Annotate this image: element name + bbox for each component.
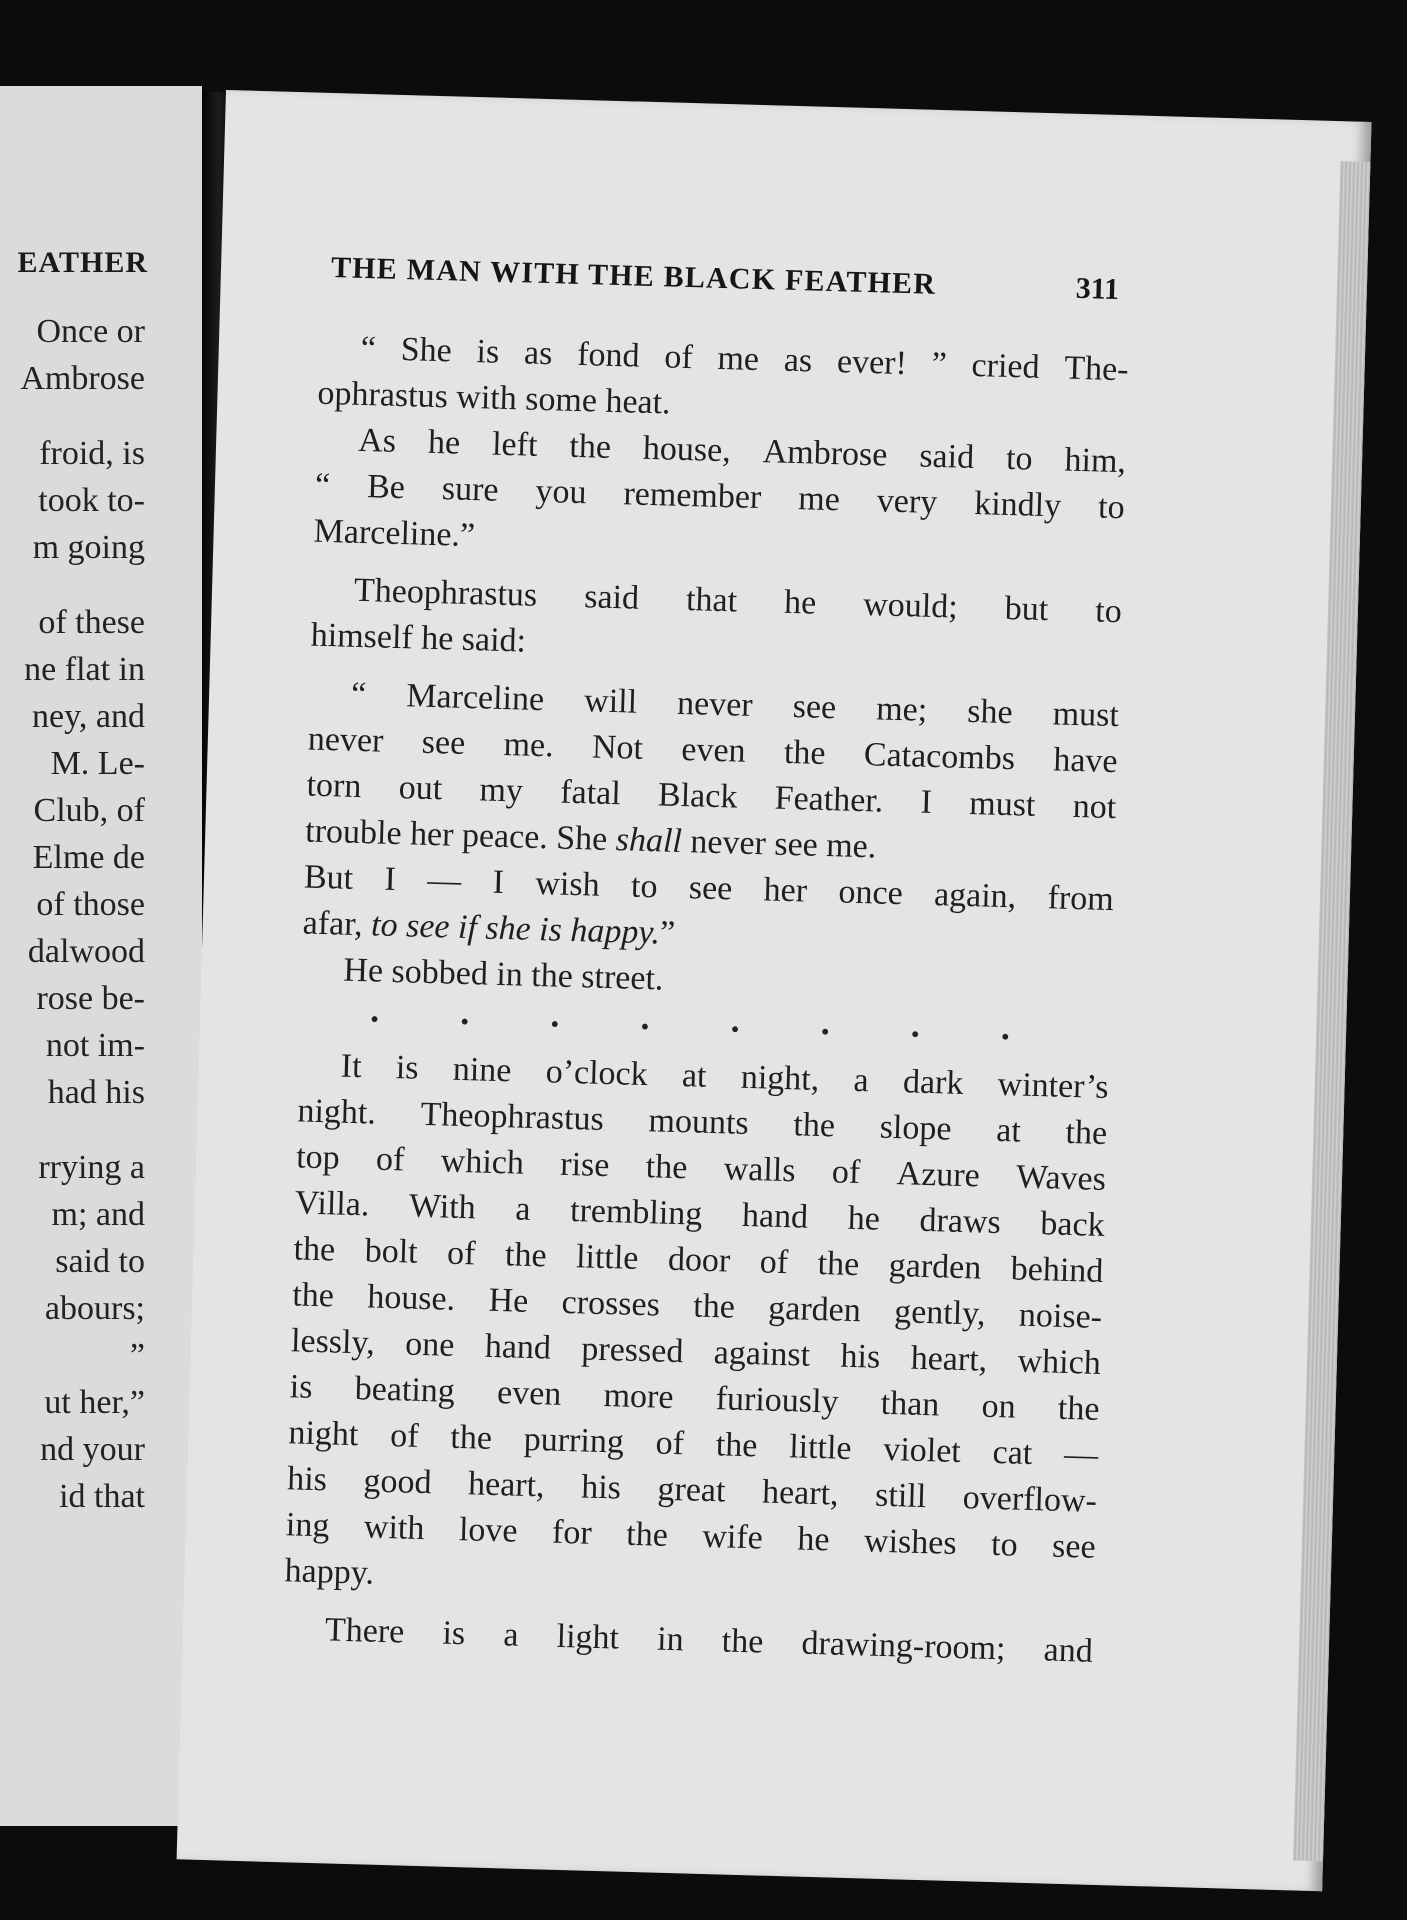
- word: left: [491, 425, 538, 464]
- word: the: [568, 427, 612, 466]
- word: his: [580, 1468, 622, 1507]
- word: Feather.: [774, 779, 884, 820]
- word: in: [656, 1620, 685, 1659]
- word: ever!: [836, 343, 908, 383]
- word: of: [389, 1417, 420, 1455]
- left-line: m; and: [51, 1196, 145, 1233]
- word: nine: [452, 1050, 512, 1090]
- text-run: never see me.: [681, 823, 877, 866]
- word: the: [1065, 1113, 1108, 1153]
- word: It: [340, 1047, 363, 1086]
- left-line: ney, and: [32, 698, 145, 735]
- word: and: [1043, 1631, 1094, 1670]
- word: the: [645, 1148, 688, 1187]
- left-line: rrying a: [38, 1149, 145, 1186]
- word: Not: [591, 728, 644, 767]
- word: house.: [366, 1278, 456, 1318]
- word: of: [655, 1424, 685, 1463]
- word: night: [288, 1414, 359, 1454]
- text-line: himself he said:: [310, 616, 527, 660]
- word: walls: [723, 1150, 797, 1190]
- left-line: froid, is: [39, 435, 145, 472]
- word: heart,: [761, 1473, 840, 1513]
- word: There: [324, 1611, 405, 1651]
- left-line-gap: [0, 571, 145, 599]
- word: kindly: [973, 485, 1062, 525]
- word: me: [717, 339, 760, 378]
- word: He: [488, 1281, 529, 1320]
- word: would;: [862, 586, 959, 626]
- word: ”: [931, 345, 948, 384]
- word: is: [476, 333, 500, 371]
- left-line: ne flat in: [24, 651, 145, 688]
- left-line: had his: [47, 1074, 145, 1111]
- left-line: of these: [38, 604, 145, 641]
- word: my: [479, 771, 524, 810]
- left-line: Club, of: [33, 792, 145, 829]
- word: again,: [933, 876, 1017, 916]
- left-line: of those: [36, 886, 145, 923]
- word: must: [968, 785, 1036, 824]
- left-line: rose be-: [36, 980, 145, 1017]
- word: the: [817, 1244, 860, 1284]
- text-line: Marceline.”: [313, 512, 476, 555]
- text-line: He sobbed in the street.: [342, 951, 664, 998]
- word: is: [395, 1049, 420, 1087]
- word: lessly,: [290, 1322, 376, 1362]
- word: crosses: [561, 1283, 661, 1324]
- word: me;: [875, 690, 928, 729]
- word: still: [874, 1476, 927, 1516]
- word: Theophrastus: [420, 1095, 605, 1138]
- word: great: [657, 1470, 726, 1510]
- word: not: [1072, 787, 1117, 827]
- word: never: [676, 684, 754, 724]
- left-line-gap: [0, 1116, 145, 1144]
- word: Be: [366, 468, 406, 507]
- word: for: [551, 1513, 593, 1552]
- word: than: [880, 1384, 940, 1424]
- word: remember: [623, 475, 762, 517]
- word: even: [680, 730, 747, 770]
- word: once: [838, 873, 904, 913]
- left-page: [0, 86, 202, 1826]
- word: rise: [559, 1145, 610, 1185]
- left-line: Once or: [36, 313, 145, 350]
- word: to: [1005, 439, 1034, 478]
- word: gently,: [893, 1293, 987, 1333]
- left-line: Ambrose: [20, 360, 145, 397]
- word: Catacombs: [863, 736, 1016, 778]
- word: see: [688, 869, 733, 908]
- word: the: [1057, 1389, 1101, 1428]
- word: he: [847, 1199, 881, 1238]
- word: to: [990, 1525, 1019, 1564]
- word: night.: [297, 1092, 377, 1132]
- word: winter’s: [997, 1065, 1110, 1107]
- word: “: [314, 466, 331, 505]
- word: will: [583, 682, 638, 721]
- word: cat: [992, 1433, 1033, 1473]
- word: the: [715, 1426, 758, 1465]
- word: light: [556, 1617, 620, 1657]
- word: the: [721, 1622, 764, 1661]
- word: garden: [888, 1246, 982, 1287]
- word: draws: [919, 1201, 1002, 1242]
- word: as: [523, 334, 553, 373]
- word: a: [502, 1616, 519, 1654]
- word: heart,: [467, 1465, 546, 1505]
- word: sure: [441, 470, 500, 509]
- section-break-dot: .: [730, 999, 741, 1040]
- word: me: [797, 480, 841, 519]
- word: wishes: [863, 1522, 958, 1562]
- italic-run: shall: [615, 821, 683, 861]
- word: “: [360, 329, 377, 368]
- word: furiously: [715, 1380, 840, 1421]
- word: he: [783, 583, 817, 622]
- word: his: [286, 1460, 328, 1499]
- word: her: [763, 871, 808, 910]
- word: which: [1017, 1342, 1102, 1382]
- section-break-dot: .: [550, 994, 561, 1035]
- left-line: Elme de: [32, 839, 145, 876]
- word: very: [876, 482, 938, 522]
- word: garden: [767, 1289, 862, 1330]
- word: the: [783, 733, 827, 772]
- word: with: [363, 1508, 425, 1548]
- word: out: [398, 769, 443, 808]
- word: —: [1063, 1435, 1099, 1474]
- word: of: [663, 338, 694, 377]
- word: of: [446, 1234, 477, 1273]
- word: is: [289, 1368, 314, 1406]
- word: see: [1051, 1527, 1097, 1566]
- text-run: trouble her peace. She: [304, 812, 617, 859]
- word: the: [692, 1287, 736, 1326]
- word: you: [535, 472, 588, 512]
- word: top: [295, 1138, 341, 1177]
- word: wish: [534, 864, 601, 904]
- word: Marceline: [405, 677, 545, 719]
- italic-run: to see if she is happy.: [370, 906, 661, 952]
- word: Black: [657, 776, 738, 816]
- left-line: M. Le-: [50, 745, 145, 782]
- word: trembling: [569, 1192, 703, 1233]
- left-line: nd your: [40, 1431, 145, 1468]
- word: which: [440, 1142, 525, 1182]
- left-line: took to-: [38, 482, 145, 519]
- word: the: [504, 1236, 548, 1275]
- left-line-gap: [0, 402, 145, 430]
- text-line: happy.: [284, 1552, 375, 1592]
- word: As: [357, 421, 397, 460]
- word: noise-: [1018, 1296, 1103, 1336]
- word: against: [713, 1334, 811, 1374]
- section-break-dot: .: [910, 1004, 921, 1045]
- word: Waves: [1015, 1158, 1107, 1198]
- word: he: [427, 423, 461, 462]
- left-line: ”: [129, 1337, 145, 1374]
- left-line: dalwood: [27, 933, 145, 970]
- word: beating: [354, 1370, 456, 1410]
- word: door: [667, 1240, 731, 1280]
- word: dark: [902, 1063, 964, 1102]
- word: torn: [306, 766, 362, 806]
- word: fatal: [559, 773, 622, 813]
- text-run: ”: [659, 914, 676, 952]
- left-line: ut her,”: [44, 1384, 145, 1421]
- section-break-dot: .: [369, 989, 380, 1030]
- word: slope: [879, 1108, 953, 1148]
- word: on: [981, 1387, 1017, 1426]
- left-page-text: [0, 308, 145, 1520]
- word: behind: [1010, 1250, 1104, 1290]
- word: one: [404, 1325, 455, 1364]
- word: to: [630, 867, 659, 906]
- word: the: [293, 1230, 336, 1269]
- word: at: [681, 1057, 708, 1095]
- word: as: [783, 341, 813, 380]
- word: a: [514, 1190, 531, 1228]
- section-break-dot: .: [1000, 1007, 1011, 1048]
- word: said: [583, 578, 640, 617]
- word: the: [792, 1106, 836, 1145]
- word: hand: [484, 1327, 552, 1367]
- right-page: [177, 90, 1372, 1891]
- word: little: [788, 1428, 853, 1467]
- word: cried: [971, 346, 1041, 386]
- section-break-dot: .: [820, 1001, 831, 1043]
- word: of: [831, 1153, 861, 1192]
- word: good: [363, 1462, 433, 1502]
- word: must: [1052, 695, 1120, 735]
- word: She: [400, 330, 453, 370]
- word: that: [685, 581, 738, 620]
- word: house,: [642, 429, 732, 470]
- word: the: [625, 1515, 669, 1554]
- section-break-dot: .: [459, 991, 471, 1033]
- text-line: ophrastus with some heat.: [317, 374, 672, 422]
- page-number: 311: [1075, 271, 1120, 307]
- word: said: [918, 437, 975, 477]
- text-line: [282, 1606, 1093, 1675]
- left-line: said to: [55, 1243, 145, 1280]
- section-break-dot: .: [640, 996, 651, 1038]
- word: I: [384, 860, 397, 899]
- left-line: id that: [59, 1478, 145, 1515]
- word: mounts: [648, 1102, 750, 1142]
- left-line: abours;: [44, 1290, 145, 1327]
- word: back: [1039, 1205, 1106, 1244]
- word: —: [426, 861, 462, 900]
- word: wife: [701, 1517, 764, 1557]
- word: drawing-room;: [801, 1624, 1006, 1668]
- word: hand: [741, 1196, 809, 1236]
- word: me.: [503, 726, 555, 765]
- word: little: [575, 1238, 639, 1277]
- word: even: [496, 1374, 562, 1413]
- text-run: afar,: [302, 904, 372, 944]
- word: to: [1094, 592, 1123, 631]
- word: he: [796, 1520, 831, 1559]
- word: Villa.: [294, 1184, 370, 1224]
- word: his: [840, 1337, 881, 1376]
- body-text: [282, 325, 1129, 1675]
- word: from: [1047, 879, 1115, 919]
- word: heart,: [910, 1339, 988, 1379]
- word: never: [307, 720, 384, 760]
- word: him,: [1064, 441, 1127, 481]
- word: violet: [882, 1430, 962, 1471]
- page-edge: [1293, 161, 1370, 1861]
- left-line: not im-: [45, 1027, 145, 1064]
- left-running-head: EATHER: [17, 246, 148, 279]
- word: pressed: [580, 1330, 684, 1371]
- word: more: [603, 1377, 674, 1416]
- word: bolt: [364, 1232, 419, 1271]
- word: Theophrastus: [353, 571, 538, 614]
- word: is: [441, 1614, 466, 1653]
- word: fond: [576, 335, 641, 375]
- word: but: [1004, 589, 1049, 629]
- word: I: [492, 863, 505, 902]
- word: see: [792, 688, 837, 727]
- word: overflow-: [962, 1479, 1098, 1520]
- running-head: THE MAN WITH THE BLACK FEATHER: [330, 251, 937, 301]
- word: see: [421, 723, 466, 762]
- word: Azure: [896, 1155, 981, 1195]
- word: With: [408, 1187, 477, 1227]
- word: the: [291, 1276, 335, 1315]
- word: purring: [523, 1420, 625, 1461]
- word: Ambrose: [762, 433, 888, 474]
- word: love: [458, 1511, 519, 1550]
- word: have: [1052, 741, 1119, 781]
- word: of: [375, 1140, 405, 1179]
- word: But: [303, 858, 354, 897]
- word: a: [853, 1061, 870, 1100]
- word: I: [920, 783, 933, 821]
- word: at: [995, 1111, 1022, 1150]
- word: to: [1097, 488, 1126, 527]
- word: she: [966, 692, 1014, 732]
- left-line: m going: [32, 529, 145, 566]
- word: of: [759, 1243, 789, 1282]
- word: night,: [740, 1058, 820, 1098]
- word: the: [449, 1418, 493, 1457]
- word: o’clock: [545, 1053, 649, 1094]
- word: The-: [1063, 349, 1130, 389]
- word: “: [350, 675, 367, 714]
- word: ing: [285, 1506, 330, 1545]
